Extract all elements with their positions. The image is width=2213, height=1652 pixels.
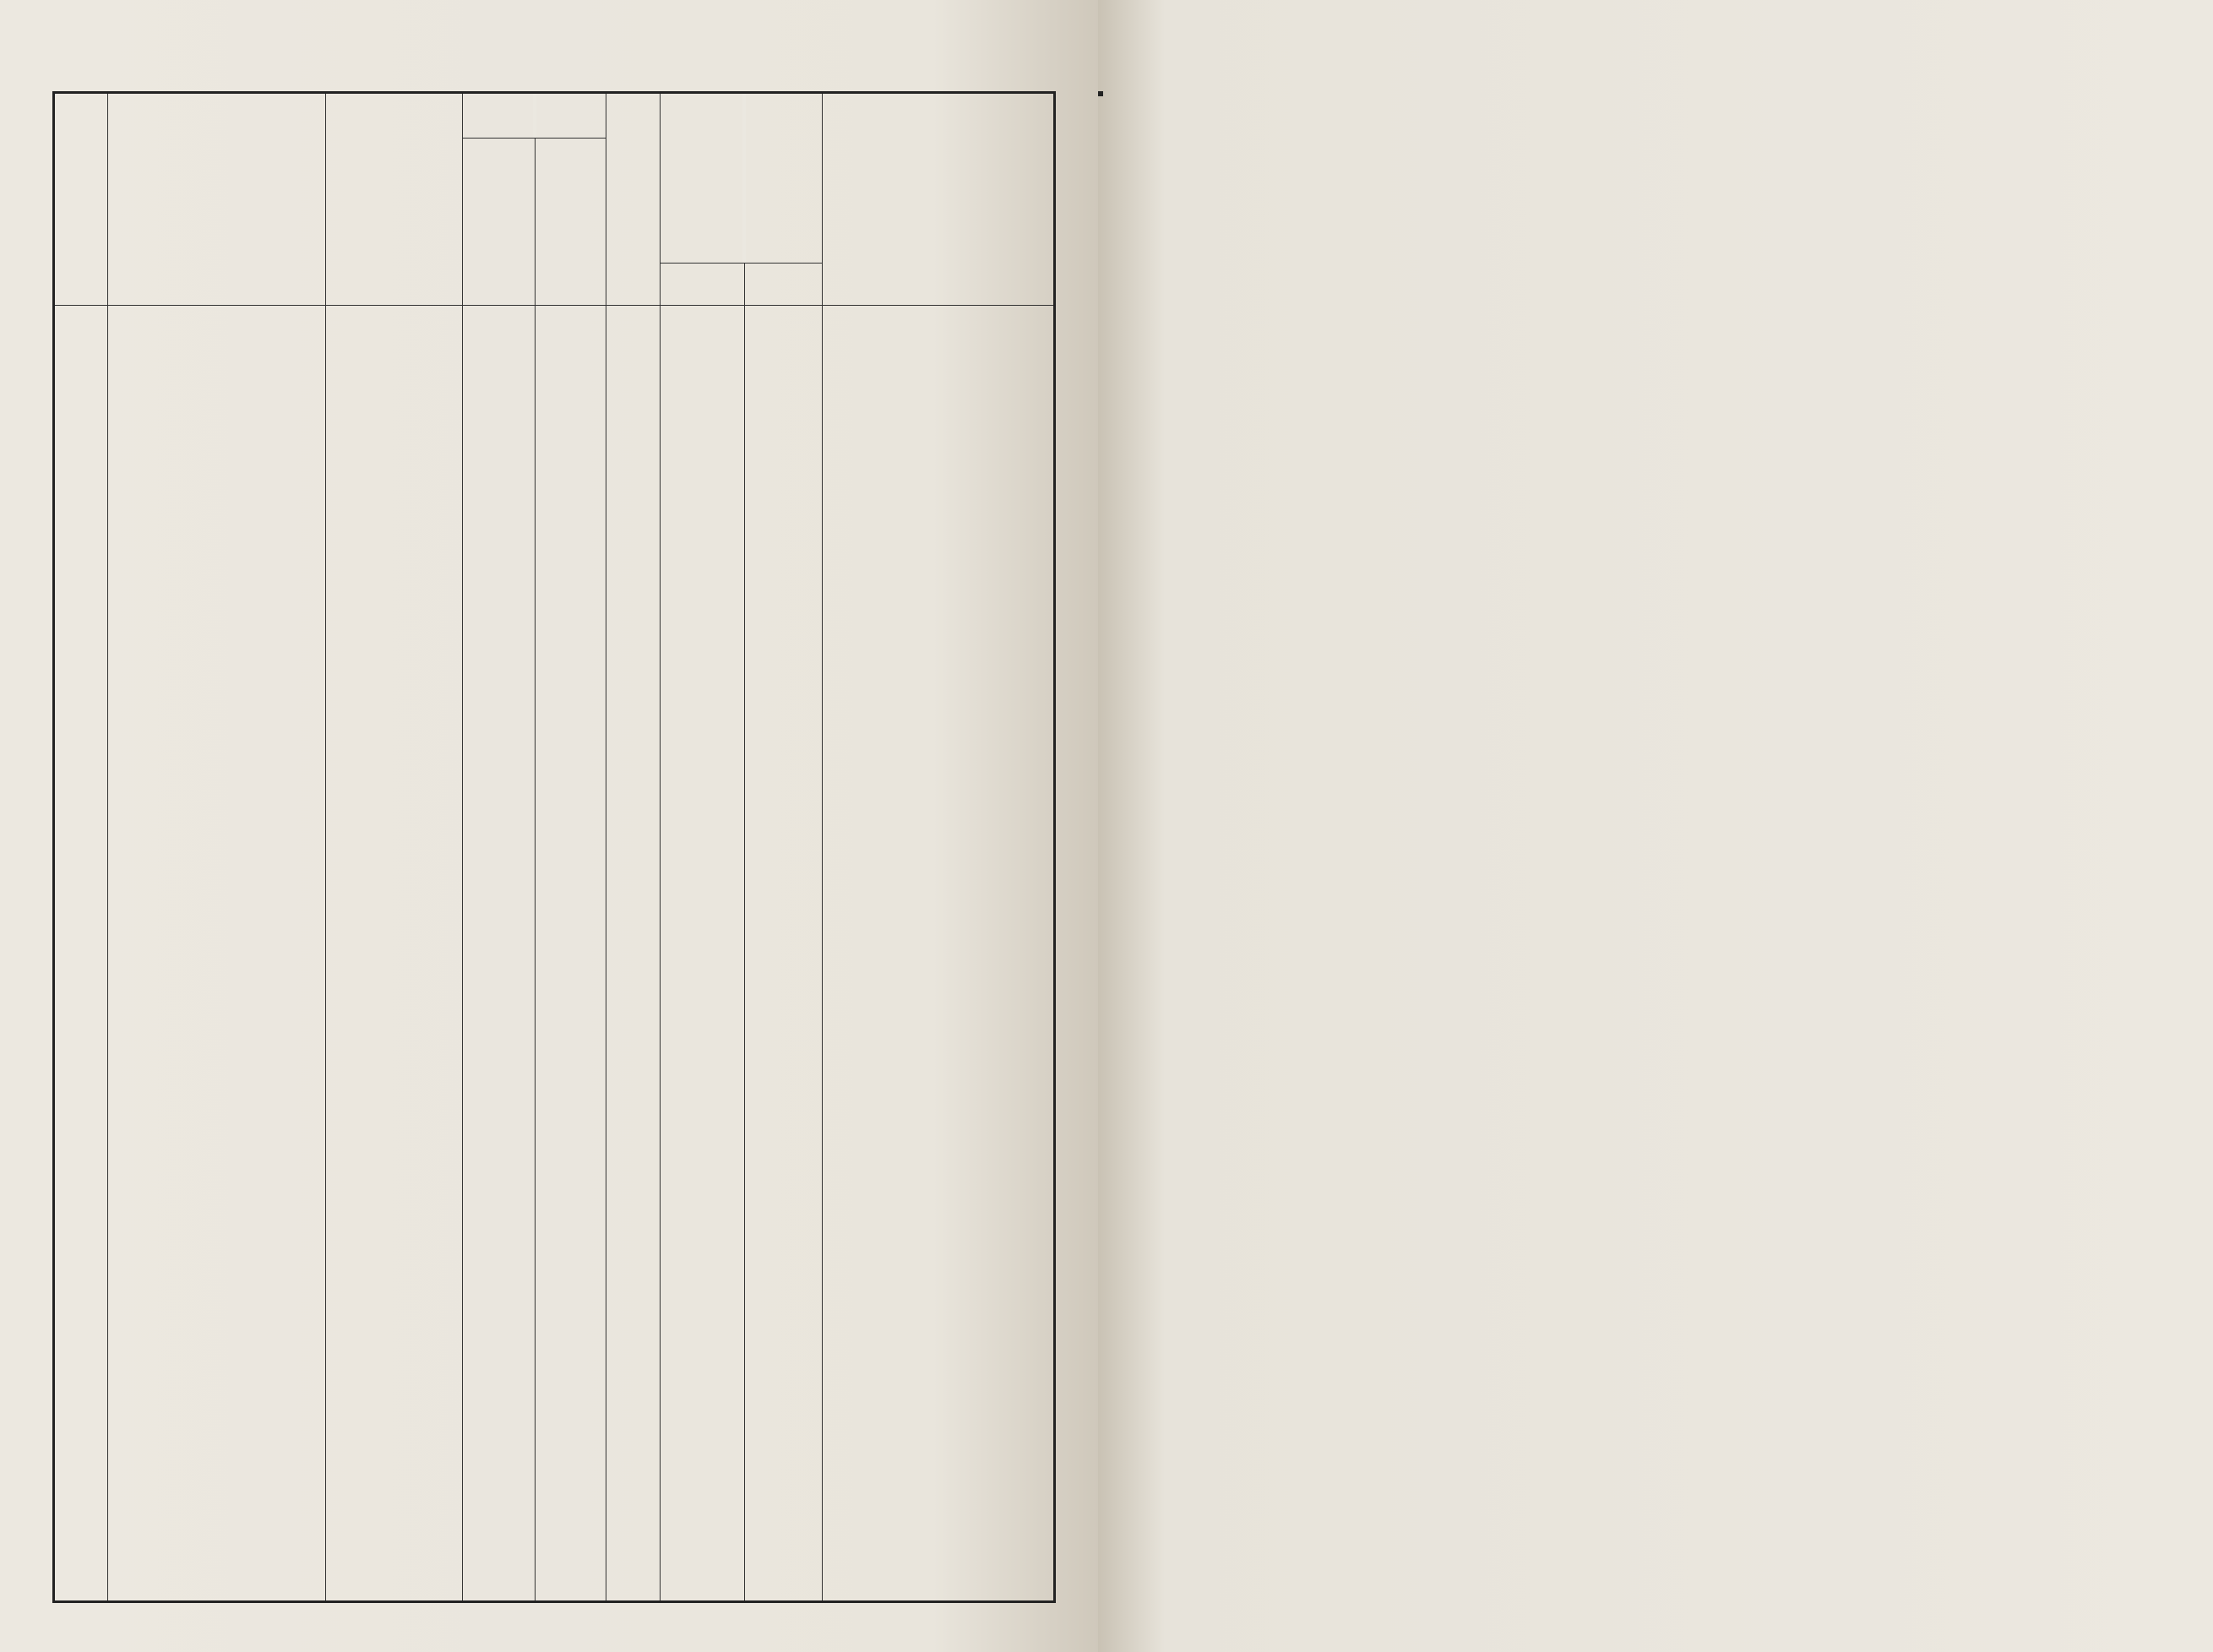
left-page — [0, 0, 1098, 1652]
population-subrule — [660, 263, 822, 264]
column-rule — [822, 94, 823, 1600]
column-rule — [744, 94, 745, 1600]
header-rule — [55, 305, 1053, 306]
column-rule — [535, 94, 536, 1600]
column-rule — [325, 94, 326, 1600]
right-page — [1098, 0, 2213, 1652]
distance-subrule — [462, 138, 606, 139]
column-rule — [462, 94, 463, 1600]
left-table — [52, 91, 1056, 1603]
rule-mask — [742, 94, 746, 263]
rule-mask — [533, 94, 536, 138]
column-rule — [660, 94, 661, 1600]
column-rule — [107, 94, 108, 1600]
right-table — [1098, 91, 1103, 96]
